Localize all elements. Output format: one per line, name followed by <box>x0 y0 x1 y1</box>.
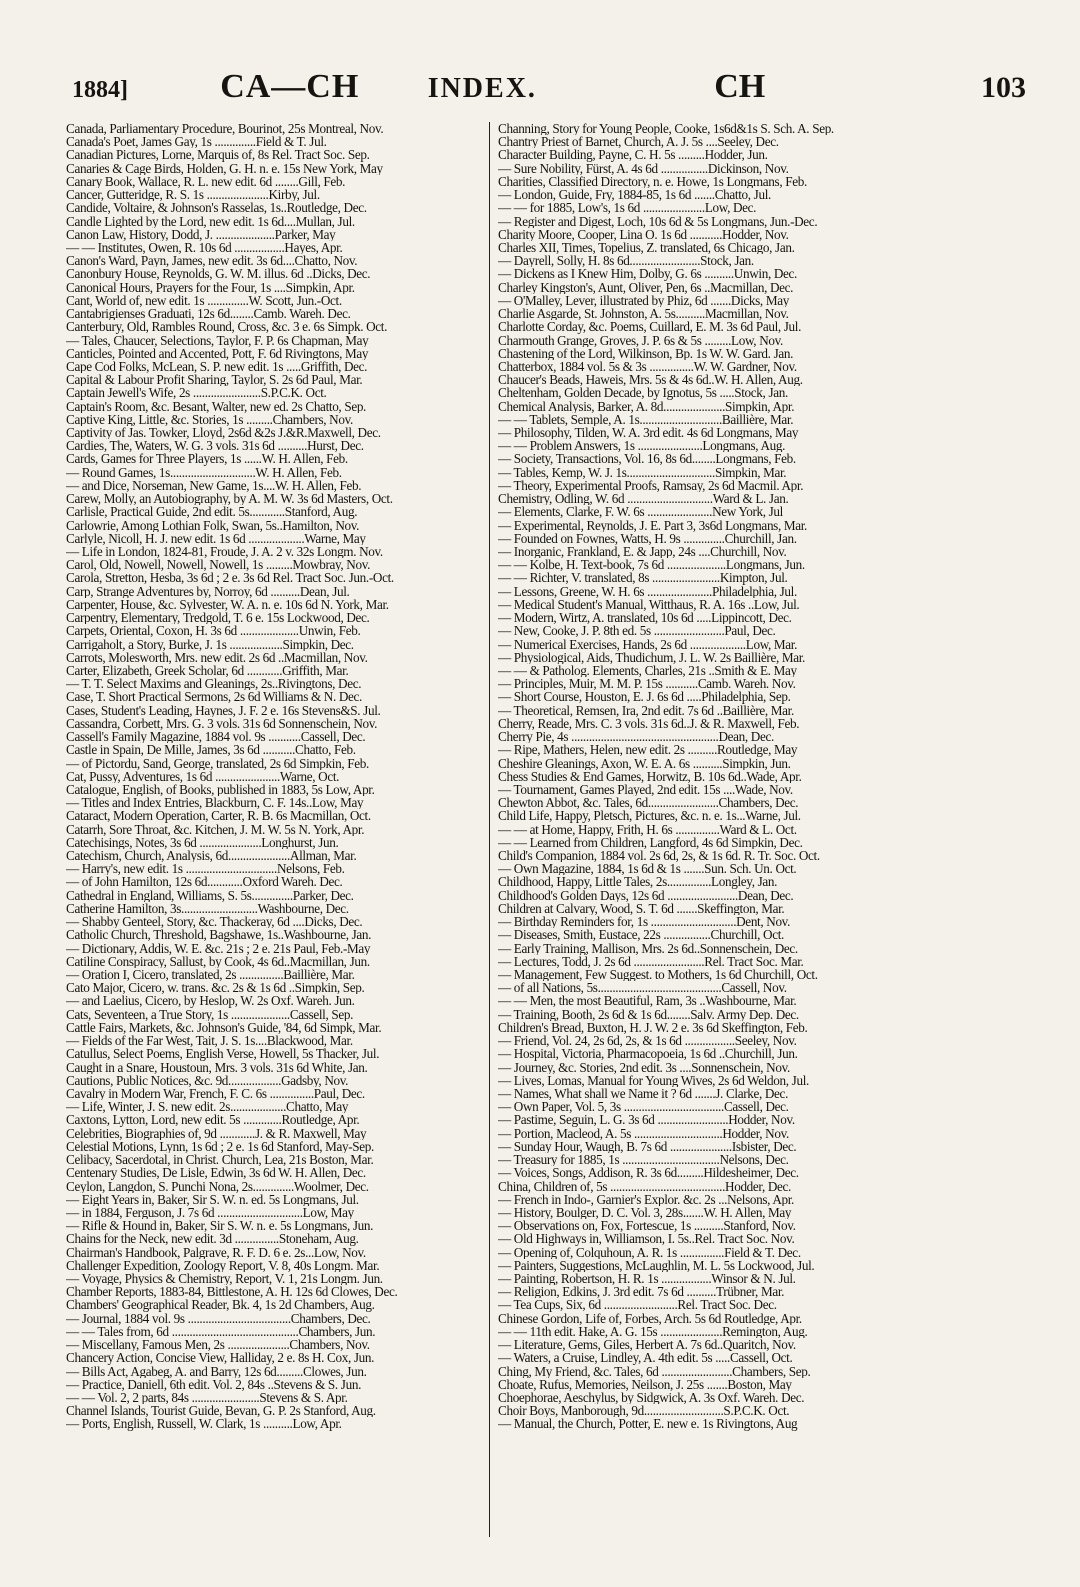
index-entry: — Tables, Kemp, W. J. 1s..............................Simpkin, Mar. <box>498 465 787 479</box>
index-entry: — — Tales from, 6d ...........................................Chambers, Jun. <box>66 1324 376 1339</box>
index-entry: — Literature, Gems, Giles, Herbert A. 7s 6d..Quaritch, Nov. <box>498 1338 796 1352</box>
index-entry: Carpets, Oriental, Coxon, H. 3s 6d ....................Unwin, Feb. <box>66 624 361 638</box>
index-entry: Cards, Games for Three Players, 1s ......W. H. Allen, Feb. <box>66 452 348 466</box>
index-entry: — Management, Few Suggest. to Mothers, 1s 6d Churchill, Oct. <box>498 968 818 982</box>
index-entry: — of all Nations, 5s..........................................Cassell, Nov. <box>498 981 787 995</box>
index-entry: Cardies, The, Waters, W. G. 3 vols. 31s 6d ..........Hurst, Dec. <box>66 439 364 453</box>
index-entry: — Inorganic, Frankland, E. & Japp, 24s ....Churchill, Nov. <box>498 545 787 559</box>
index-entry: — Own Paper, Vol. 5, 3s ..................................Cassell, Dec. <box>498 1100 789 1114</box>
index-entry: Childhood, Happy, Little Tales, 2s...............Longley, Jan. <box>498 875 778 889</box>
index-entry: — — Learned from Children, Langford, 4s 6d Simpkin, Dec. <box>498 835 803 850</box>
index-entry: — Lectures, Todd, J. 2s 6d ........................Rel. Tract Soc. Mar. <box>498 954 804 968</box>
index-entry: — Friend, Vol. 24, 2s 6d, 2s, & 1s 6d .................Seeley, Nov. <box>498 1034 797 1048</box>
index-entry: Castle in Spain, De Mille, James, 3s 6d ...........Chatto, Feb. <box>66 743 356 757</box>
index-entry: — — Richter, V. translated, 8s .......................Kimpton, Jul. <box>498 571 788 585</box>
index-entry: Cheltenham, Golden Decade, by Ignotus, 5s .....Stock, Jan. <box>498 386 788 400</box>
index-entry: — Lives, Lomas, Manual for Young Wives, 2s 6d Weldon, Jul. <box>498 1073 809 1087</box>
index-entry: Carola, Stretton, Hesba, 3s 6d ; 2 e. 3s 6d Rel. Tract Soc. Jun.-Oct. <box>66 571 394 585</box>
index-entry: Ceylon, Langdon, S. Punchi Nona, 2s..............Woolmer, Dec. <box>66 1179 369 1193</box>
index-entry: Cattle Fairs, Markets, &c. Johnson's Guide, '84, 6d Simpk, Mar. <box>66 1020 382 1035</box>
index-entry: — Old Highways in, Williamson, I. 5s..Rel. Tract Soc. Nov. <box>498 1232 795 1246</box>
index-entry: Ching, My Friend, &c. Tales, 6d ........................Chambers, Sep. <box>498 1364 811 1378</box>
index-entry: — Miscellany, Famous Men, 2s .....................Chambers, Nov. <box>66 1338 370 1352</box>
index-entry: Canary Book, Wallace, R. L. new edit. 6d ........Gill, Feb. <box>66 174 346 189</box>
index-entry: — Ripe, Mathers, Helen, new edit. 2s ..........Routledge, May <box>498 743 798 757</box>
index-entry: Canadian Pictures, Lorne, Marquis of, 8s Rel. Tract Soc. Sep. <box>66 148 370 162</box>
index-entry: Catullus, Select Poems, English Verse, Howell, 5s Thacker, Jul. <box>66 1047 380 1061</box>
index-entry: Cats, Seventeen, a True Story, 1s ....................Cassell, Sep. <box>66 1007 354 1021</box>
index-entry: Choephorae, Aeschylus, by Sidgwick, A. 3s Oxf. Wareh. Dec. <box>498 1391 805 1405</box>
index-entry: — Pastime, Seguin, L. G. 3s 6d ........................Hodder, Nov. <box>498 1113 795 1127</box>
index-entry: Carlisle, Practical Guide, 2nd edit. 5s............Stanford, Aug. <box>66 505 358 519</box>
index-entry: Carlyle, Nicoll, H. J. new edit. 1s 6d ...................Warne, May <box>66 531 366 545</box>
index-entry: Chewton Abbot, &c. Tales, 6d........................Chambers, Dec. <box>498 796 799 810</box>
index-entry: Catarrh, Sore Throat, &c. Kitchen, J. M. W. 5s N. York, Apr. <box>66 822 365 836</box>
header-range: CA—CH <box>220 68 360 105</box>
index-entry: Children at Calvary, Wood, S. T. 6d .......Skeffington, Mar. <box>498 901 785 916</box>
index-entry: Cherry Pie, 4s ..................................................Dean, Dec. <box>498 730 774 744</box>
index-entry: Canada, Parliamentary Procedure, Bourinot, 25s Montreal, Nov. <box>66 122 384 136</box>
index-entry: Capital & Labour Profit Sharing, Taylor, S. 2s 6d Paul, Mar. <box>66 373 363 387</box>
index-entry: Character Building, Payne, C. H. 5s .........Hodder, Jun. <box>498 148 768 162</box>
index-entry: Charley Kingston's, Aunt, Oliver, Pen, 6s ..Macmillan, Dec. <box>498 280 794 294</box>
index-entry: Chairman's Handbook, Palgrave, R. F. D. 6 e. 2s...Low, Nov. <box>66 1245 366 1259</box>
index-entry: — Physiological, Aids, Thudichum, J. L. W. 2s Baillière, Mar. <box>498 650 805 664</box>
index-entry: Captivity of Jas. Towker, Lloyd, 2s6d &2s J.&R.Maxwell, Dec. <box>66 426 381 440</box>
index-entry: — Portion, Macleod, A. 5s ..............................Hodder, Nov. <box>498 1126 789 1140</box>
index-entry: — in 1884, Ferguson, J. 7s 6d .............................Low, May <box>66 1205 354 1220</box>
index-entry: — Hospital, Victoria, Pharmacopoeia, 1s 6d ..Churchill, Jun. <box>498 1047 798 1061</box>
index-entry: Caught in a Snare, Houstoun, Mrs. 3 vols. 31s 6d White, Jan. <box>66 1060 368 1074</box>
index-entry: Cheshire Gleanings, Axon, W. E. A. 6s ..........Simpkin, Jun. <box>498 756 791 770</box>
index-entry: Carter, Elizabeth, Greek Scholar, 6d ............Griffith, Mar. <box>66 663 349 678</box>
index-entry: — Numerical Exercises, Hands, 2s 6d ...................Low, Mar. <box>498 637 798 651</box>
index-entry: Cases, Student's Leading, Haynes, J. F. 2 e. 16s Stevens&S. Jul. <box>66 703 381 717</box>
index-entry: Choir Boys, Manborough, 9d...........................S.P.C.K. Oct. <box>498 1404 790 1418</box>
index-entry: Cherry, Reade, Mrs. C. 3 vols. 31s 6d..J. & R. Maxwell, Feb. <box>498 716 800 731</box>
index-entry: Charlotte Corday, &c. Poems, Cuillard, E. M. 3s 6d Paul, Jul. <box>498 320 802 334</box>
index-entry: Candide, Voltaire, & Johnson's Rasselas, 1s..Routledge, Dec. <box>66 201 367 215</box>
index-entry: Catalogue, English, of Books, published in 1883, 5s Low, Apr. <box>66 782 375 797</box>
index-entry: Cantabrigienses Graduati, 12s 6d........Camb. Wareh. Dec. <box>66 307 351 321</box>
index-entry: — Journey, &c. Stories, 2nd edit. 3s ....Sonnenschein, Nov. <box>498 1060 790 1074</box>
index-entry: Chains for the Neck, new edit. 3d ...............Stoneham, Aug. <box>66 1232 359 1246</box>
index-entry: — French in Indo-, Garnier's Explor. &c. 2s ...Nelsons, Apr. <box>498 1192 795 1206</box>
index-entry: Captive King, Little, &c. Stories, 1s .........Chambers, Nov. <box>66 412 353 427</box>
index-entry: — Diseases, Smith, Eustace, 22s ................Churchill, Oct. <box>498 928 784 942</box>
index-entry: Canterbury, Old, Rambles Round, Cross, &c. 3 e. 6s Simpk. Oct. <box>66 320 388 334</box>
index-entry: Channing, Story for Young People, Cooke, 1s6d&1s S. Sch. A. Sep. <box>498 122 834 136</box>
left-column <box>60 122 490 1537</box>
index-entry: — — Tablets, Semple, A. 1s............................Baillière, Mar. <box>498 412 794 427</box>
index-entry: Cat, Pussy, Adventures, 1s 6d ......................Warne, Oct. <box>66 769 340 783</box>
index-entry: — Theoretical, Remsen, Ira, 2nd edit. 7s 6d ..Baillière, Mar. <box>498 703 794 717</box>
index-entry: — Medical Student's Manual, Witthaus, R. A. 16s ..Low, Jul. <box>498 597 800 612</box>
index-entry: Carlowrie, Among Lothian Folk, Swan, 5s..Hamilton, Nov. <box>66 518 360 532</box>
index-entry: — Rifle & Hound in, Baker, Sir S. W. n. e. 5s Longmans, Jun. <box>66 1219 374 1233</box>
index-entry: — New, Cooke, J. P. 8th ed. 5s ........................Paul, Dec. <box>498 624 776 638</box>
index-entry: Choate, Rufus, Memories, Neilson, J. 25s .......Boston, May <box>498 1377 792 1391</box>
index-entry: — — Problem Answers, 1s ......................Longmans, Aug. <box>498 439 786 453</box>
index-entry: — — for 1885, Low's, 1s 6d .....................Low, Dec. <box>498 201 757 215</box>
index-entry: Chemical Analysis, Barker, A. 8d.....................Simpkin, Apr. <box>498 399 795 413</box>
index-entry: — Founded on Fownes, Watts, H. 9s ..............Churchill, Jan. <box>498 531 797 545</box>
index-entry: — Religion, Edkins, J. 3rd edit. 7s 6d ..........Trübner, Mar. <box>498 1285 785 1299</box>
right-column <box>490 122 950 1537</box>
index-entry: Celestial Motions, Lynn, 1s 6d ; 2 e. 1s 6d Stanford, May-Sep. <box>66 1139 374 1154</box>
index-entry: — Bills Act, Agabeg, A. and Barry, 12s 6d.........Clowes, Jun. <box>66 1364 367 1378</box>
index-entry: Cassandra, Corbett, Mrs. G. 3 vols. 31s 6d Sonnenschein, Nov. <box>66 716 378 731</box>
index-entry: — Ports, English, Russell, W. Clark, 1s ..........Low, Apr. <box>66 1417 342 1431</box>
index-entry: — Early Training, Mallison, Mrs. 2s 6d..Sonnenschein, Dec. <box>498 941 798 955</box>
index-entry: — Life, Winter, J. S. new edit. 2s...................Chatto, May <box>66 1100 349 1114</box>
header-year: 1884] <box>72 77 128 103</box>
index-entry: Celebrities, Biographies of, 9d ............J. & R. Maxwell, May <box>66 1126 367 1140</box>
index-entry: — Modern, Wirtz, A. translated, 10s 6d .....Lippincott, Dec. <box>498 611 792 625</box>
index-entry: Catiline Conspiracy, Sallust, by Cook, 4s 6d..Macmillan, Jun. <box>66 954 370 968</box>
index-entry: Chess Studies & End Games, Horwitz, B. 10s 6d..Wade, Apr. <box>498 769 802 783</box>
index-entry: Cavalry in Modern War, French, F. C. 6s ...............Paul, Dec. <box>66 1086 365 1101</box>
index-entry: — Sure Nobility, Fürst, A. 4s 6d ................Dickinson, Nov. <box>498 161 789 175</box>
index-entry: Chinese Gordon, Life of, Forbes, Arch. 5s 6d Routledge, Apr. <box>498 1311 802 1325</box>
index-entry: — Dickens as I Knew Him, Dolby, G. 6s ..........Unwin, Dec. <box>498 267 797 281</box>
index-entry: Canaries & Cage Birds, Holden, G. H. n. e. 15s New York, May <box>66 161 383 175</box>
page-number: 103 <box>980 71 1026 104</box>
index-entry: — of Pictordu, Sand, George, translated, 2s 6d Simpkin, Feb. <box>66 756 369 770</box>
index-entry: Chambers' Geographical Reader, Bk. 4, 1s 2d Chambers, Aug. <box>66 1298 375 1312</box>
index-entry: Canada's Poet, James Gay, 1s ..............Field & T. Jul. <box>66 135 327 149</box>
index-entry: — Lessons, Greene, W. H. 6s ......................Philadelphia, Jul. <box>498 584 797 598</box>
index-entry: — Manual, the Church, Potter, E. new e. 1s Rivingtons, Aug <box>498 1417 798 1431</box>
index-entry: Case, T. Short Practical Sermons, 2s 6d Williams & N. Dec. <box>66 690 362 704</box>
index-entry: — Dayrell, Solly, H. 8s 6d........................Stock, Jan. <box>498 254 754 268</box>
index-entry: Cataract, Modern Operation, Carter, R. B. 6s Macmillan, Oct. <box>66 809 371 823</box>
index-entry: Childhood's Golden Days, 12s 6d ........................Dean, Dec. <box>498 888 794 902</box>
index-entry: — — Men, the most Beautiful, Ram, 3s ..Washbourne, Mar. <box>498 994 797 1008</box>
index-entry: Chantry Priest of Barnet, Church, A. J. 5s ....Seeley, Dec. <box>498 135 779 149</box>
index-entry: — Philosophy, Tilden, W. A. 3rd edit. 4s 6d Longmans, May <box>498 426 799 440</box>
index-entry: — Dictionary, Addis, W. E. &c. 21s ; 2 e. 21s Paul, Feb.-May <box>66 941 371 955</box>
index-entry: Chancery Action, Concise View, Halliday, 2 e. 8s H. Cox, Jun. <box>66 1351 375 1365</box>
index-entry: — Elements, Clarke, F. W. 6s ......................New York, Jul <box>498 505 783 519</box>
index-entry: — Voyage, Physics & Chemistry, Report, V. 1, 21s Longm. Jun. <box>66 1272 383 1286</box>
index-entry: Canonical Hours, Prayers for the Four, 1s ....Simpkin, Apr. <box>66 280 355 294</box>
index-entry: — Birthday Reminders for, 1s .............................Dent, Nov. <box>498 915 791 929</box>
index-entry: Carew, Molly, an Autobiography, by A. M. W. 3s 6d Masters, Oct. <box>66 492 393 506</box>
header-title: INDEX. <box>427 73 537 104</box>
index-entry: Chamber Reports, 1883-84, Bittlestone, A. H. 12s 6d Clowes, Dec. <box>66 1285 398 1299</box>
index-entry: Cathedral in England, Williams, S. 5s..............Parker, Dec. <box>66 888 354 902</box>
index-entry: China, Children of, 5s .......................................Hodder, Dec. <box>498 1179 791 1193</box>
index-entry: — Observations on, Fox, Fortescue, 1s ..........Stanford, Nov. <box>498 1219 796 1233</box>
index-entry: Chemistry, Odling, W. 6d .............................Ward & L. Jan. <box>498 492 789 506</box>
header-key: CH <box>714 68 766 105</box>
index-entry: — — & Patholog. Elements, Charles, 21s ..Smith & E. May <box>498 663 797 678</box>
index-entry: — Names, What shall we Name it ? 6d .......J. Clarke, Dec. <box>498 1086 789 1101</box>
index-entry: — — Kolbe, H. Text-book, 7s 6d ....................Longmans, Jun. <box>498 558 805 572</box>
index-entry: — Tournament, Games Played, 2nd edit. 15s ....Wade, Nov. <box>498 782 793 797</box>
index-entry: — — Institutes, Owen, R. 10s 6d .................Hayes, Apr. <box>66 240 343 255</box>
index-entry: Chastening of the Lord, Wilkinson, Bp. 1s W. W. Gard. Jan. <box>498 346 794 360</box>
index-entry: — — Vol. 2, 2 parts, 84s .......................Stevens & S. Apr. <box>66 1391 348 1405</box>
index-entry: Caxtons, Lytton, Lord, new edit. 5s .............Routledge, Apr. <box>66 1113 360 1127</box>
index-entry: — Tales, Chaucer, Selections, Taylor, F. P. 6s Chapman, May <box>66 333 369 347</box>
index-entry: — Titles and Index Entries, Blackburn, C. F. 14s..Low, May <box>66 796 364 810</box>
index-entry: Cassell's Family Magazine, 1884 vol. 9s ...........Cassell, Dec. <box>66 730 366 744</box>
index-entry: Carp, Strange Adventures by, Norroy, 6d ..........Dean, Jul. <box>66 584 350 598</box>
index-entry: Cautions, Public Notices, &c. 9d..................Gadsby, Nov. <box>66 1073 349 1087</box>
index-entry: Carrigaholt, a Story, Burke, J. 1s ..................Simpkin, Dec. <box>66 637 354 651</box>
index-entry: — Journal, 1884 vol. 9s ...................................Chambers, Dec. <box>66 1311 371 1325</box>
index-entry: Centenary Studies, De Lisle, Edwin, 3s 6d W. H. Allen, Dec. <box>66 1166 366 1180</box>
index-entry: — Voices, Songs, Addison, R. 3s 6d.........Hildesheimer, Dec. <box>498 1166 799 1180</box>
index-entry: Chatterbox, 1884 vol. 5s & 3s ...............W. W. Gardner, Nov. <box>498 359 797 374</box>
index-entry: — — at Home, Happy, Frith, H. 6s ...............Ward & L. Oct. <box>498 822 797 836</box>
index-entry: Cancer, Gutteridge, R. S. 1s .....................Kirby, Jul. <box>66 188 320 202</box>
page-header <box>72 68 1032 116</box>
index-entry: Catherine Hamilton, 3s..........................Washbourne, Dec. <box>66 901 349 916</box>
index-entry: — Tea Cups, Six, 6d .........................Rel. Tract Soc. Dec. <box>498 1298 777 1312</box>
index-entry: Canon Law, History, Dodd, J. ....................Parker, May <box>66 227 336 241</box>
index-entry: Catholic Church, Threshold, Bagshawe, 1s..Washbourne, Jan. <box>66 928 372 942</box>
index-entry: Charles XII, Times, Topelius, Z. translated, 6s Chicago, Jan. <box>498 240 795 255</box>
index-entry: — Register and Digest, Loch, 10s 6d & 5s Longmans, Jun.-Dec. <box>498 214 818 228</box>
index-entry: — History, Boulger, D. C. Vol. 3, 28s.......W. H. Allen, May <box>498 1205 792 1220</box>
index-entry: — Practice, Daniell, 6th edit. Vol. 2, 84s ..Stevens & S. Jun. <box>66 1377 362 1391</box>
index-entry: Cant, World of, new edit. 1s ..............W. Scott, Jun.-Oct. <box>66 293 342 308</box>
index-entry: — Sunday Hour, Waugh, B. 7s 6d .....................Isbister, Dec. <box>498 1139 797 1154</box>
index-entry: Carpenter, House, &c. Sylvester, W. A. n. e. 10s 6d N. York, Mar. <box>66 597 389 612</box>
index-entry: — Eight Years in, Baker, Sir S. W. n. ed. 5s Longmans, Jul. <box>66 1192 359 1206</box>
index-entry: — Painters, Suggestions, McLaughlin, M. L. 5s Lockwood, Jul. <box>498 1258 815 1273</box>
index-entry: Charities, Classified Directory, n. e. Howe, 1s Longmans, Feb. <box>498 174 807 189</box>
index-entry: — Experimental, Reynolds, J. E. Part 3, 3s6d Longmans, Mar. <box>498 518 807 532</box>
index-entry: — Fields of the Far West, Tait, J. S. 1s....Blackwood, Mar. <box>66 1034 353 1048</box>
index-entry: Children's Bread, Buxton, H. J. W. 2 e. 3s 6d Skeffington, Feb. <box>498 1020 808 1035</box>
index-entry: Canonbury House, Reynolds, G. W. M. illus. 6d ..Dicks, Dec. <box>66 267 371 281</box>
index-entry: — Harry's, new edit. 1s ...............................Nelsons, Feb. <box>66 862 345 876</box>
index-columns <box>60 122 1050 1537</box>
index-entry: — Painting, Robertson, H. R. 1s .................Winsor & N. Jul. <box>498 1272 796 1286</box>
index-entry: Cato Major, Cicero, w. trans. &c. 2s & 1s 6d ..Simpkin, Sep. <box>66 981 365 995</box>
index-entry: Canticles, Pointed and Accented, Pott, F. 6d Rivingtons, May <box>66 346 369 360</box>
index-entry: Captain Jewell's Wife, 2s .......................S.P.C.K. Oct. <box>66 386 327 400</box>
index-entry: Catechisings, Notes, 3s 6d .....................Longhurst, Jun. <box>66 835 339 850</box>
index-entry: Cape Cod Folks, McLean, S. P. new edit. 1s .....Griffith, Dec. <box>66 359 368 374</box>
index-entry: Canon's Ward, Payn, James, new edit. 3s 6d....Chatto, Nov. <box>66 254 358 268</box>
index-entry: Chaucer's Beads, Haweis, Mrs. 5s & 4s 6d..W. H. Allen, Aug. <box>498 373 803 387</box>
index-entry: — Round Games, 1s.............................W. H. Allen, Feb. <box>66 465 342 479</box>
index-entry: — and Laelius, Cicero, by Heslop, W. 2s Oxf. Wareh. Jun. <box>66 994 355 1008</box>
index-entry: — Opening of, Colquhoun, A. R. 1s ...............Field & T. Dec. <box>498 1245 801 1259</box>
index-entry: Carrots, Molesworth, Mrs. new edit. 2s 6d ..Macmillan, Nov. <box>66 650 368 664</box>
index-entry: — Shabby Genteel, Story, &c. Thackeray, 6d ....Dicks, Dec. <box>66 915 363 929</box>
index-entry: — Principles, Muir, M. M. P. 15s ...........Camb. Wareh. Nov. <box>498 677 796 691</box>
index-entry: — Society, Transactions, Vol. 16, 8s 6d........Longmans, Feb. <box>498 452 796 466</box>
index-entry: Challenger Expedition, Zoology Report, V. 8, 40s Longm. Mar. <box>66 1258 380 1273</box>
index-entry: — O'Malley, Lever, illustrated by Phiz, 6d .......Dicks, May <box>498 293 789 308</box>
index-entry: — — 11th edit. Hake, A. G. 15s .....................Remington, Aug. <box>498 1324 808 1339</box>
index-entry: Catechism, Church, Analysis, 6d.....................Allman, Mar. <box>66 849 357 863</box>
index-entry: — Own Magazine, 1884, 1s 6d & 1s .......Sun. Sch. Un. Oct. <box>498 862 797 876</box>
index-entry: Captain's Room, &c. Besant, Walter, new ed. 2s Chatto, Sep. <box>66 399 367 413</box>
index-entry: — of John Hamilton, 12s 6d............Oxford Wareh. Dec. <box>66 875 343 889</box>
index-entry: Child's Companion, 1884 vol. 2s 6d, 2s, & 1s 6d. R. Tr. Soc. Oct. <box>498 849 820 863</box>
index-entry: — London, Guide, Fry, 1884-85, 1s 6d .......Chatto, Jul. <box>498 188 771 202</box>
index-entry: Carol, Old, Nowell, Nowell, Nowell, 1s .........Mowbray, Nov. <box>66 558 371 572</box>
index-entry: Child Life, Happy, Pletsch, Pictures, &c. n. e. 1s...Warne, Jul. <box>498 809 801 823</box>
index-entry: — T. T. Select Maxims and Gleanings, 2s..Rivingtons, Dec. <box>66 677 362 691</box>
index-entry: — Oration I, Cicero, translated, 2s ...............Baillière, Mar. <box>66 968 355 982</box>
index-entry: Candle Lighted by the Lord, new edit. 1s 6d....Mullan, Jul. <box>66 214 355 228</box>
index-entry: Charlie Asgarde, St. Johnston, A. 5s..........Macmillan, Nov. <box>498 307 789 321</box>
index-entry: — Short Course, Houston, E. J. 6s 6d .....Philadelphia, Sep. <box>498 690 791 704</box>
index-entry: — Training, Booth, 2s 6d & 1s 6d........Salv. Army Dep. Dec. <box>498 1007 799 1021</box>
index-entry: — Treasury for 1885, 1s .................................Nelsons, Dec. <box>498 1153 789 1167</box>
index-entry: — Waters, a Cruise, Lindley, A. 4th edit. 5s .....Cassell, Oct. <box>498 1351 793 1365</box>
index-entry: Channel Islands, Tourist Guide, Bevan, G. P. 2s Stanford, Aug. <box>66 1404 376 1418</box>
index-entry: — and Dice, Norseman, New Game, 1s....W. H. Allen, Feb. <box>66 478 362 493</box>
index-entry: Charmouth Grange, Groves, J. P. 6s & 5s .........Low, Nov. <box>498 333 783 347</box>
index-entry: Carpentry, Elementary, Tredgold, T. 6 e. 15s Lockwood, Dec. <box>66 611 370 625</box>
index-entry: — Life in London, 1824-81, Froude, J. A. 2 v. 32s Longm. Nov. <box>66 545 383 559</box>
index-entry: Celibacy, Sacerdotal, in Christ. Church, Lea, 21s Boston, Mar. <box>66 1153 374 1167</box>
index-entry: — Theory, Experimental Proofs, Ramsay, 2s 6d Macmil. Apr. <box>498 478 804 493</box>
index-entry: Charity Moore, Cooper, Lina O. 1s 6d ...........Hodder, Nov. <box>498 227 789 241</box>
